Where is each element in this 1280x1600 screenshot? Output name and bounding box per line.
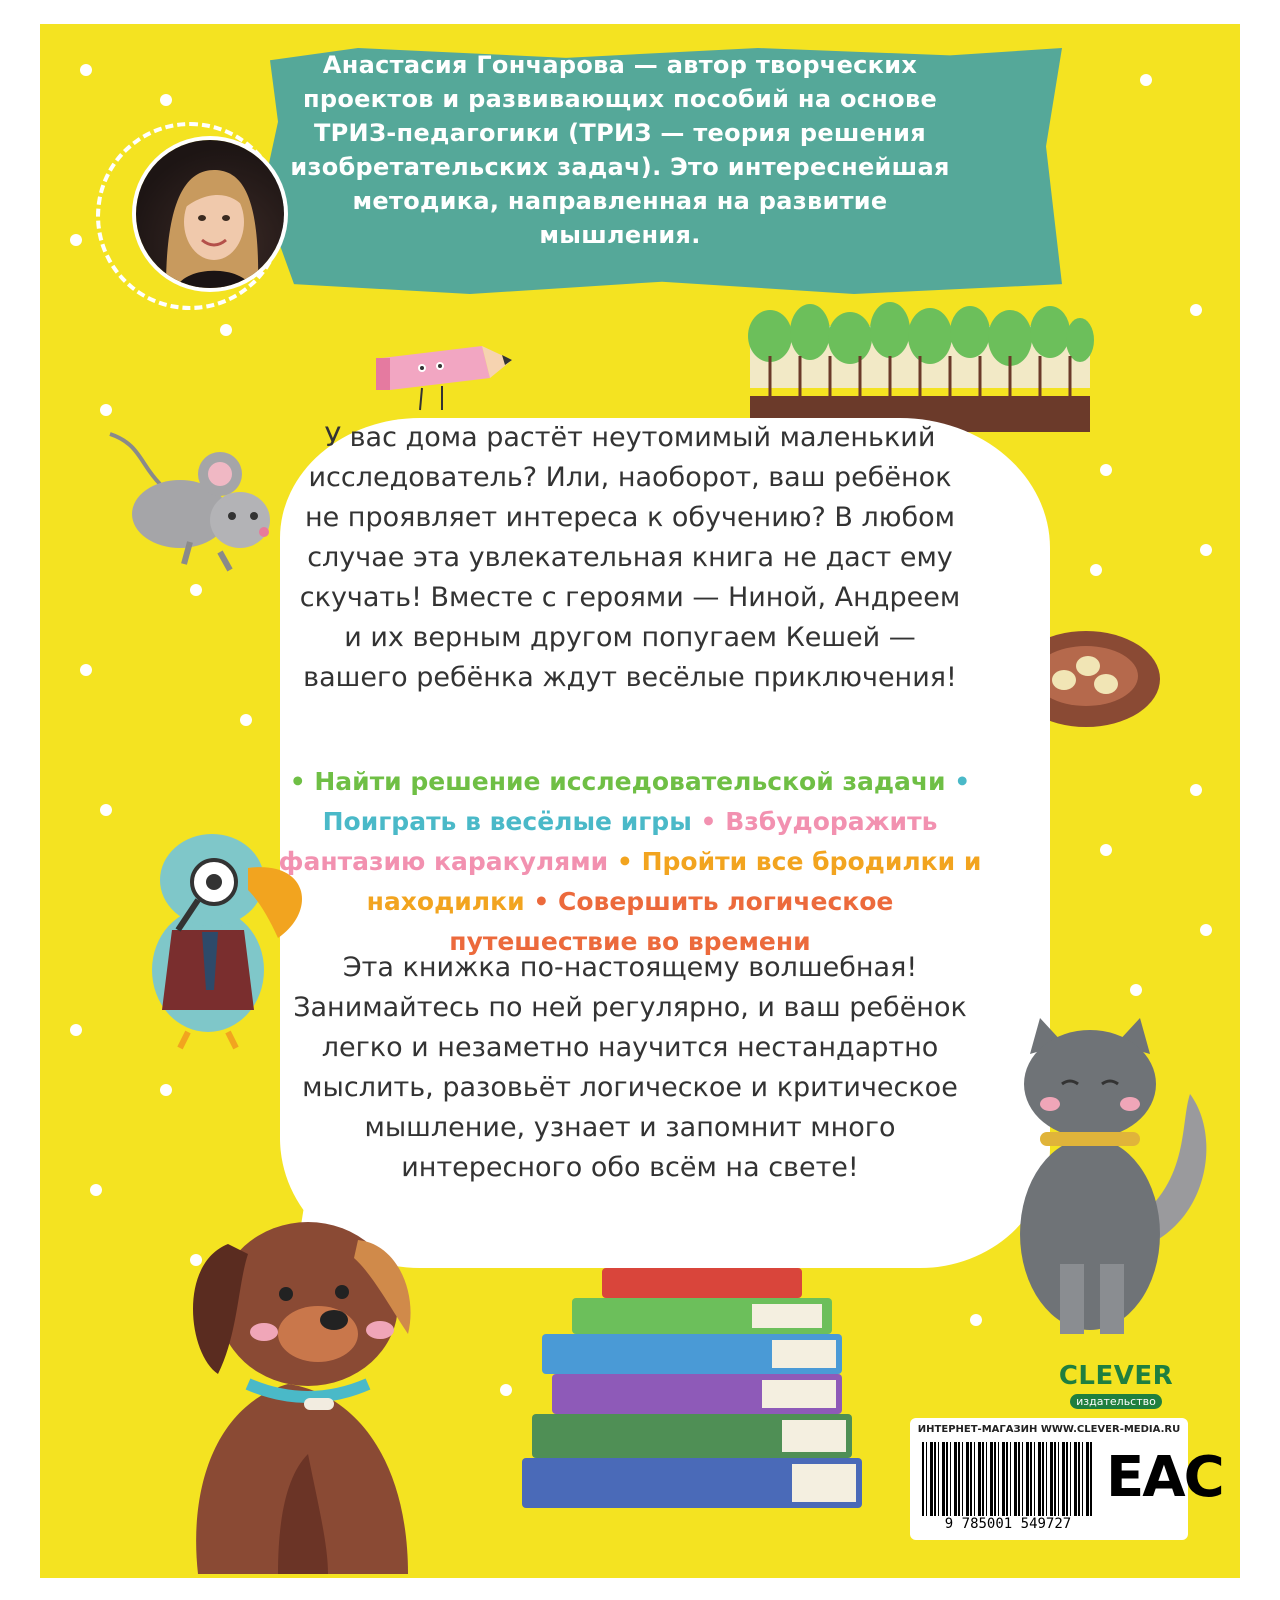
- feature-item: • Поиграть в весёлые игры: [322, 767, 971, 836]
- decor-dot: [80, 64, 92, 76]
- feature-item: • Взбудоражить фантазию каракулями: [278, 807, 938, 876]
- decor-dot: [220, 324, 232, 336]
- decor-dot: [100, 804, 112, 816]
- intro-paragraph: У вас дома растёт неутомимый маленький исследователь? Или, наоборот, ваш ребёнок не проявляет интереса к обучению? В любом случае эта увлекательная книга не даст ему скучать! Вместе с героями — Ниной, Андреем и их верным другом попугаем Кешей — вашего ребёнка ждут весёлые приключения!: [299, 422, 961, 693]
- decor-dot: [1190, 304, 1202, 316]
- feature-item: • Совершить логическое путешествие во времени: [449, 887, 894, 956]
- cat-character-illustration: [1000, 1014, 1220, 1344]
- publisher-logo-subtitle: издательство: [1070, 1394, 1162, 1409]
- decor-dot: [240, 714, 252, 726]
- outro-paragraph: Эта книжка по-настоящему волшебная! Занимайтесь по ней регулярно, и ваш ребёнок легко и незаметно научится нестандартно мыслить, разовьёт логическое и критическое мышление, узнает и запомнит много интересного обо всём на свете!: [293, 952, 967, 1183]
- publisher-logo: [1056, 1362, 1176, 1409]
- decor-dot: [1090, 564, 1102, 576]
- decor-dot: [80, 664, 92, 676]
- feature-item: • Пройти все бродилки и находилки: [366, 847, 982, 916]
- publisher-logo-name: CLEVER: [1058, 1361, 1174, 1391]
- mouse-character-illustration: [80, 424, 280, 574]
- decor-dot: [1190, 784, 1202, 796]
- isbn-barcode: [922, 1442, 1092, 1516]
- decor-dot: [1200, 924, 1212, 936]
- decor-dot: [100, 404, 112, 416]
- isbn-number: 9 785001 549727: [944, 1516, 1072, 1532]
- decor-dot: [1100, 844, 1112, 856]
- decor-dot: [70, 1024, 82, 1036]
- pencil-character-illustration: [372, 338, 522, 418]
- comb-forest-illustration: [740, 296, 1100, 438]
- eac-certification-mark: EAC: [1106, 1445, 1223, 1510]
- author-portrait-illustration: [136, 140, 284, 288]
- decor-dot: [90, 1184, 102, 1196]
- author-bio: Анастасия Гончарова — автор творческих проектов и развивающих пособий на основе ТРИЗ-педагогики (ТРИЗ — теория решения изобретательских задач). Это интереснейшая методика, направленная на развитие мышления.: [290, 51, 950, 249]
- decor-dot: [160, 1084, 172, 1096]
- author-portrait: [136, 140, 284, 288]
- feature-item: • Найти решение исследовательской задачи: [289, 767, 946, 796]
- decor-dot: [500, 1384, 512, 1396]
- decor-dot: [1130, 984, 1142, 996]
- decor-dot: [970, 1314, 982, 1326]
- shop-website-label: ИНТЕРНЕТ-МАГАЗИН WWW.CLEVER-MEDIA.RU: [917, 1424, 1181, 1435]
- barcode-panel: [910, 1418, 1223, 1540]
- decor-dot: [1100, 464, 1112, 476]
- decor-dot: [160, 94, 172, 106]
- decor-dot: [190, 584, 202, 596]
- decor-dot: [1140, 74, 1152, 86]
- decor-dot: [1200, 544, 1212, 556]
- book-stack-illustration: [512, 1264, 892, 1544]
- decor-dot: [70, 234, 82, 246]
- feature-list: [270, 762, 990, 962]
- dog-character-illustration: [158, 1184, 448, 1574]
